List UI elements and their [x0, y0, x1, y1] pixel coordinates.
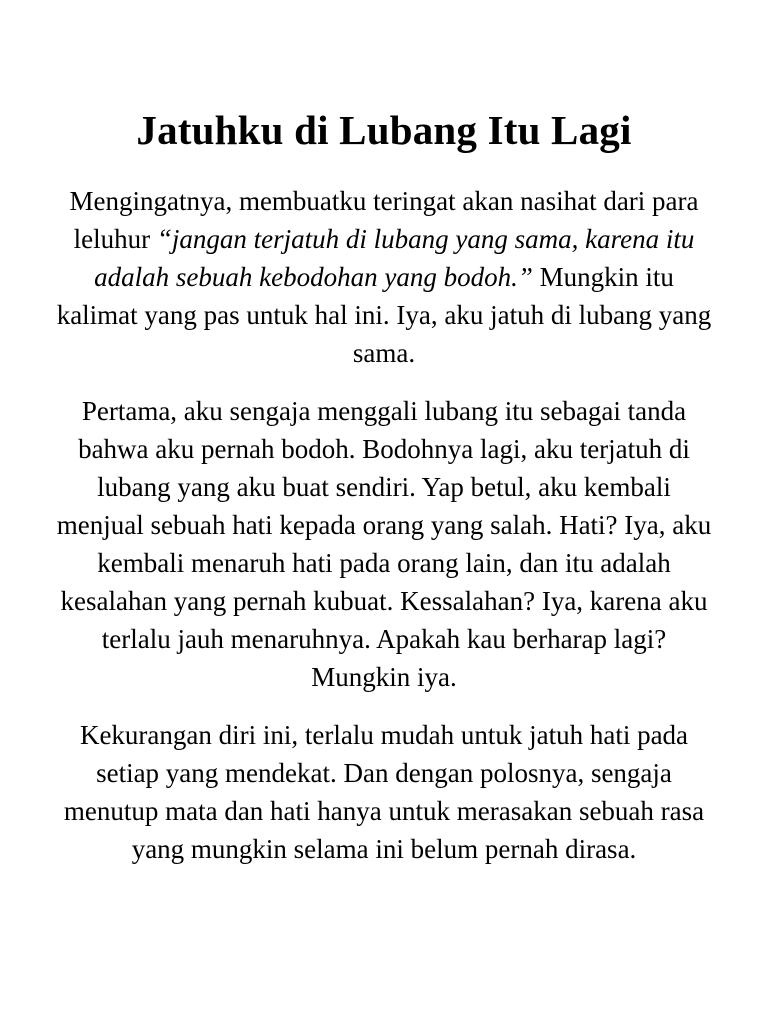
- paragraph-1-lead: Mengingatnya, membuatku teringat akan nasihat dari para leluhur: [69, 186, 699, 254]
- paragraph-2: Pertama, aku sengaja menggali lubang itu sebagai tanda bahwa aku pernah bodoh. Bodohnya lagi, aku terjatuh di lubang yang aku buat sendiri. Yap betul, aku kembali menjual sebuah hati kepada orang yang salah. Hati? Iya, aku kembali menaruh hati pada orang lain, dan itu adalah kesalahan yang pernah kubuat. Kessalahan? Iya, karena aku terlalu jauh menaruhnya. Apakah kau berharap lagi? Mungkin iya.: [56, 396, 712, 692]
- paragraph-3: Kekurangan diri ini, terlalu mudah untuk jatuh hati pada setiap yang mendekat. Dan dengan polosnya, sengaja menutup mata dan hati hanya untuk merasakan sebuah rasa yang mungkin selama ini belum pernah dirasa.: [63, 720, 705, 864]
- page-title: Jatuhku di Lubang Itu Lagi: [136, 107, 632, 153]
- paragraph-1-tail: Mungkin itu kalimat yang pas untuk hal ini. Iya, aku jatuh di lubang yang sama.: [56, 262, 712, 368]
- paragraph-1: [52, 182, 716, 372]
- paragraph-1-quote: “jangan terjatuh di lubang yang sama, karena itu adalah sebuah kebodohan yang bodoh.”: [94, 224, 695, 292]
